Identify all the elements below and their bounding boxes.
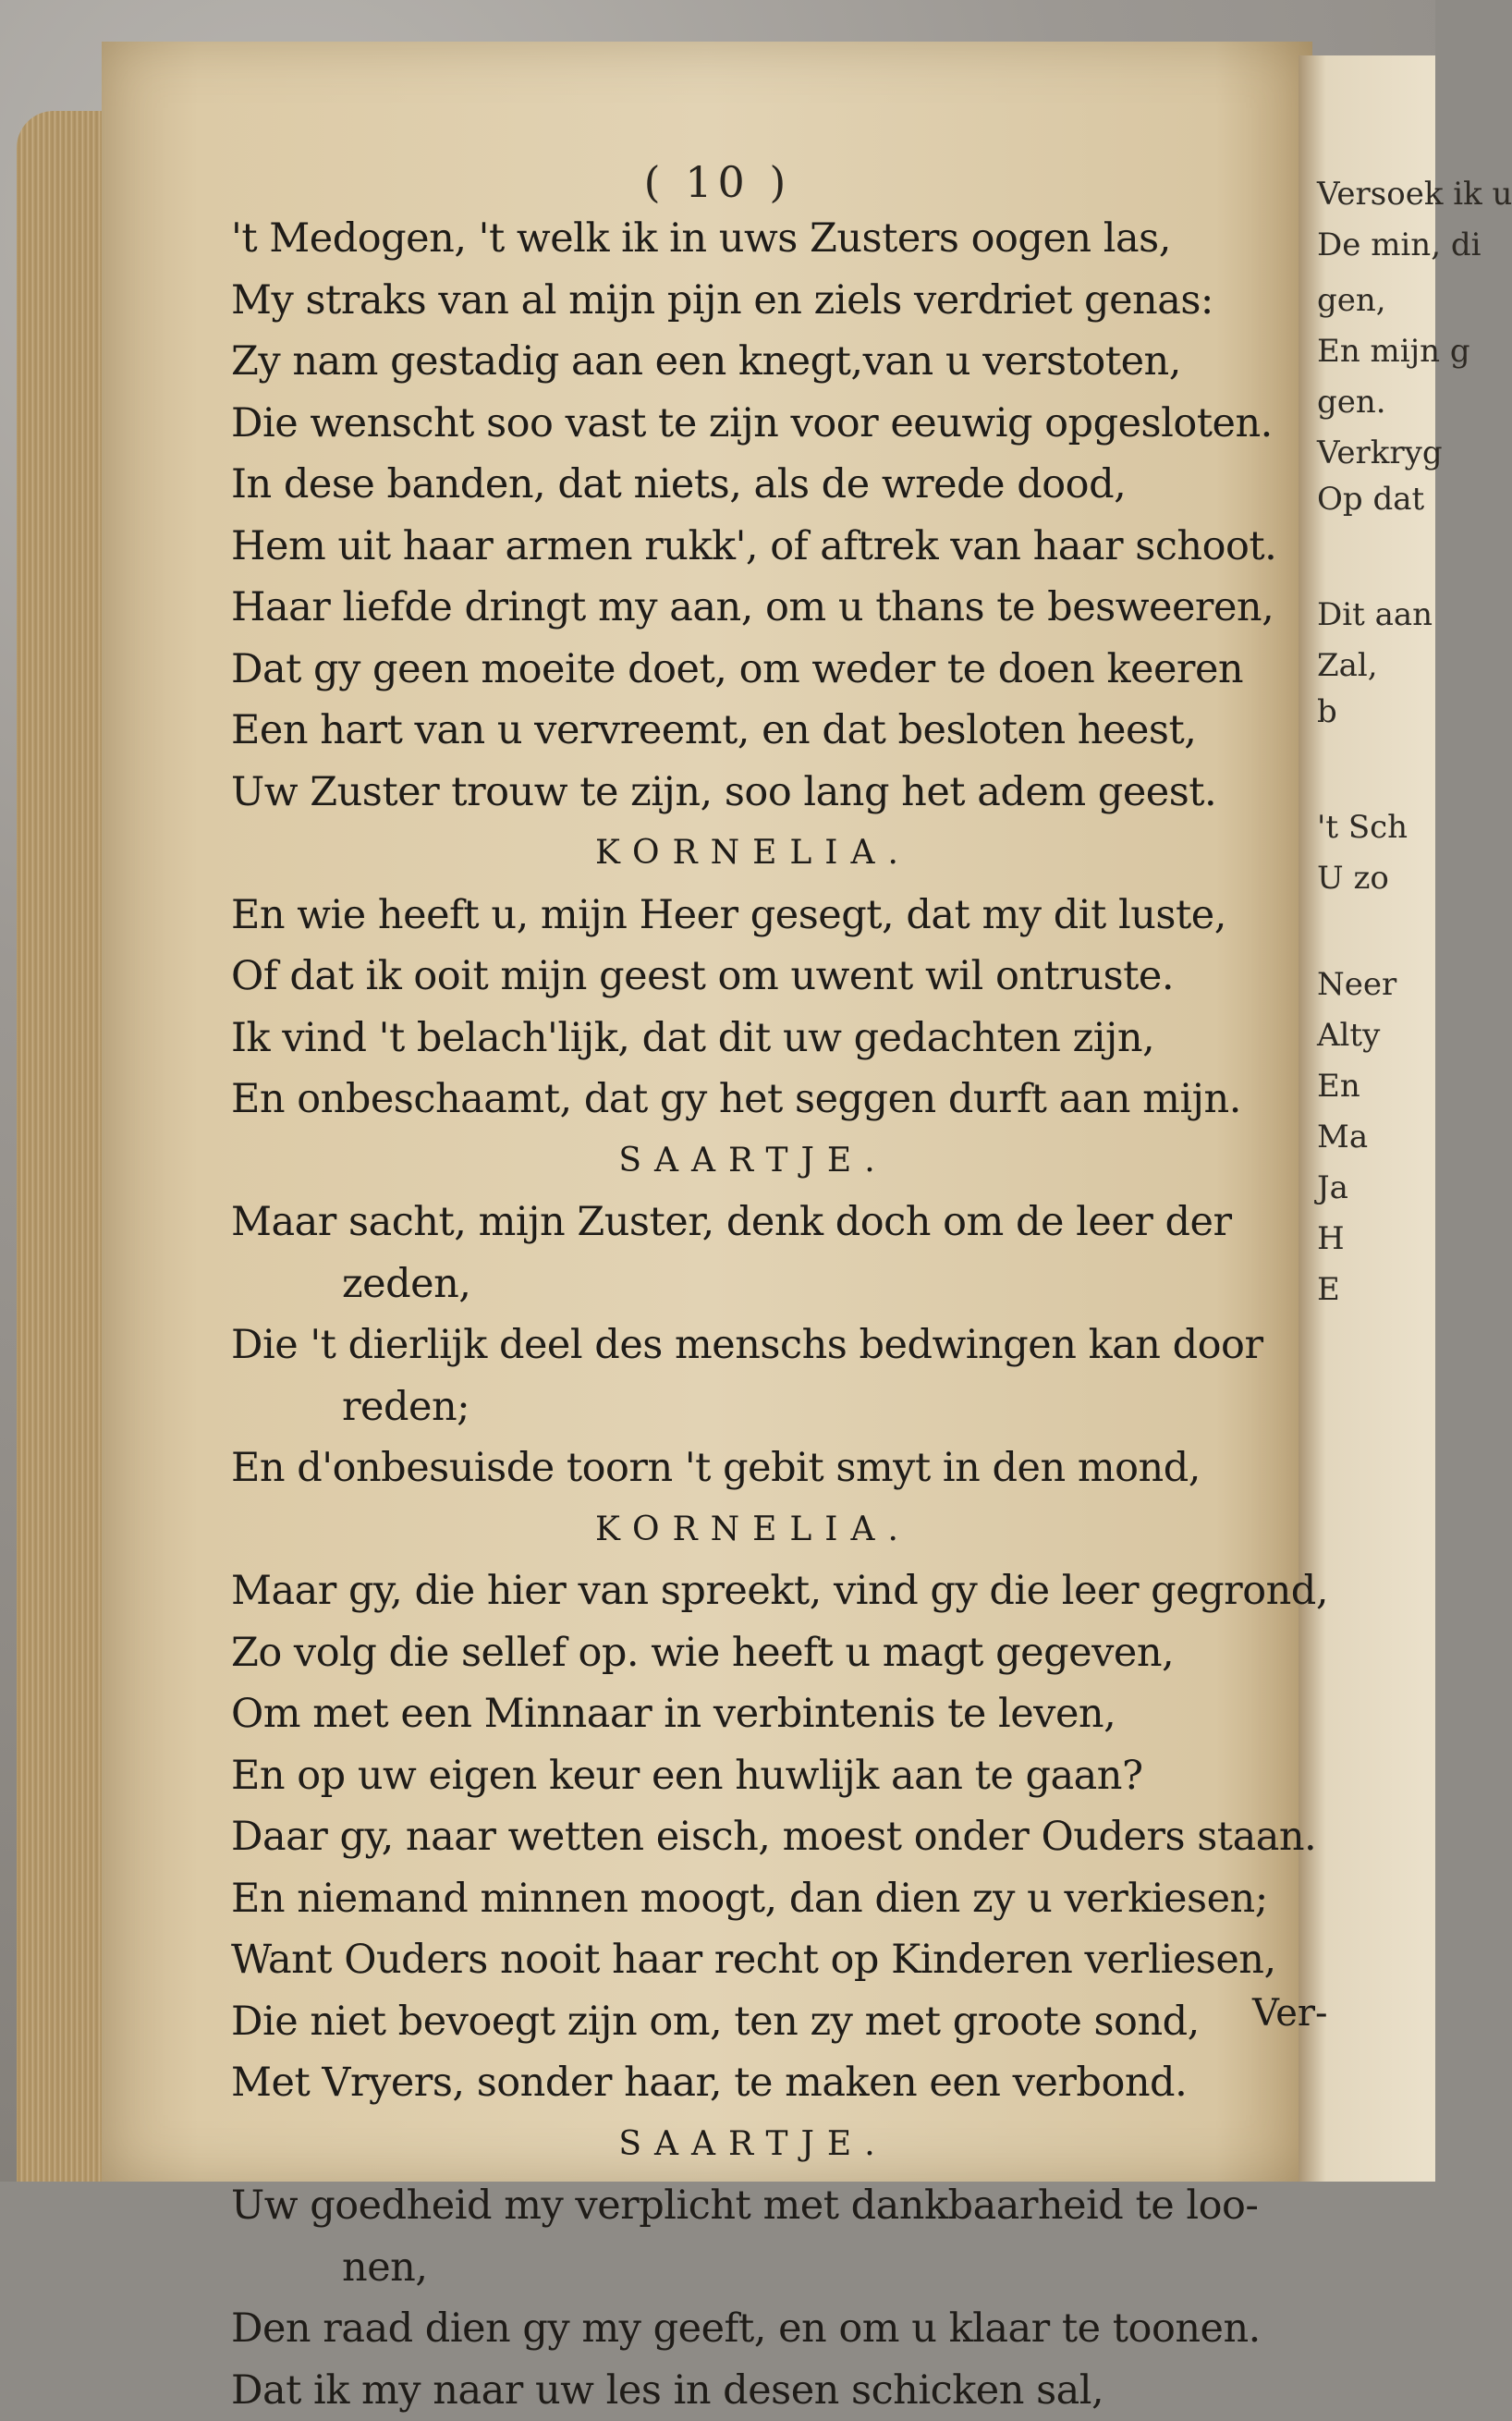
facing-page-fragment: En mijn g	[1317, 333, 1470, 370]
verse-line: Om met een Minnaar in verbintenis te leven,	[231, 1683, 1340, 1745]
verse-line: Maar sacht, mijn Zuster, denk doch om de leer der	[231, 1192, 1340, 1253]
speaker-name: KORNELIA.	[231, 1499, 1275, 1561]
facing-page-fragment: Op dat	[1317, 481, 1424, 518]
speaker-name: KORNELIA.	[231, 823, 1275, 885]
verse-line: Want Ouders nooit haar recht op Kinderen verliesen,	[231, 1929, 1340, 1991]
verse-line: En op uw eigen keur een huwlijk aan te gaan?	[231, 1745, 1340, 1807]
verse-line: Zo volg die sellef op. wie heeft u magt gegeven,	[231, 1622, 1340, 1684]
speaker-name: SAARTJE.	[231, 1131, 1275, 1192]
facing-page-fragment: U zo	[1317, 860, 1389, 897]
facing-page-fragment: Dit aan	[1317, 596, 1433, 633]
verse-line: Ik vind 't belach'lijk, dat dit uw gedachten zijn,	[231, 1008, 1340, 1070]
verse-line: Uw goedheid my verplicht met dankbaarheid te loo-	[231, 2175, 1340, 2237]
facing-page-fragment: 't Sch	[1317, 809, 1408, 846]
verse-line: 't Medogen, 't welk ik in uws Zusters oogen las,	[231, 208, 1340, 270]
verse-line-continuation: nen,	[231, 2237, 1340, 2299]
facing-page-fragment: Ja	[1317, 1169, 1348, 1206]
verse-line: Die wenscht soo vast te zijn voor eeuwig opgesloten.	[231, 393, 1340, 455]
page-number: ( 10 )	[0, 157, 1435, 207]
verse-line: Daar gy, naar wetten eisch, moest onder Ouders staan.	[231, 1806, 1340, 1868]
facing-page-fragment: gen.	[1317, 384, 1386, 421]
verse-line: Haar liefde dringt my aan, om u thans te besweeren,	[231, 577, 1340, 639]
facing-page-fragment: gen,	[1317, 282, 1386, 319]
speaker-name: SAARTJE.	[231, 2114, 1275, 2176]
verse-line: En onbeschaamt, dat gy het seggen durft aan mijn.	[231, 1069, 1340, 1131]
verse-line: Den raad dien gy my geeft, en om u klaar te toonen.	[231, 2298, 1340, 2360]
verse-line: Met Vryers, sonder haar, te maken een verbond.	[231, 2052, 1340, 2114]
facing-page-fragment: De min, di	[1317, 226, 1481, 263]
facing-page-fragment: Neer	[1317, 966, 1396, 1003]
facing-page-fragment: b	[1317, 693, 1337, 730]
facing-page-fragment: En	[1317, 1068, 1360, 1105]
verse-line: Dat gy geen moeite doet, om weder te doen keeren	[231, 639, 1340, 701]
verse-line: My straks van al mijn pijn en ziels verdriet genas:	[231, 270, 1340, 332]
verse-line: En niemand minnen moogt, dan dien zy u verkiesen;	[231, 1868, 1340, 1930]
verse-line-continuation: zeden,	[231, 1253, 1340, 1315]
verse-line: Maar gy, die hier van spreekt, vind gy die leer gegrond,	[231, 1560, 1340, 1622]
facing-page-fragment: Verkryg	[1317, 434, 1443, 471]
verse-line: Dat ik my naar uw les in desen schicken sal,	[231, 2360, 1340, 2421]
facing-page-fragment: Ma	[1317, 1119, 1368, 1155]
verse-line: En d'onbesuisde toorn 't gebit smyt in den mond,	[231, 1437, 1340, 1499]
verse-line: In dese banden, dat niets, als de wrede dood,	[231, 454, 1340, 516]
verse-line: En wie heeft u, mijn Heer gesegt, dat my dit luste,	[231, 885, 1340, 947]
verse-line: Of dat ik ooit mijn geest om uwent wil ontruste.	[231, 946, 1340, 1008]
facing-page-fragment: E	[1317, 1271, 1340, 1308]
verse-line: Een hart van u vervreemt, en dat besloten heest,	[231, 700, 1340, 762]
facing-page-fragment: Versoek ik u	[1317, 176, 1512, 213]
page-text	[231, 208, 1340, 2421]
catchword: Ver-	[1252, 1992, 1328, 2035]
verse-line-continuation: reden;	[231, 1376, 1340, 1438]
verse-line: Hem uit haar armen rukk', of aftrek van haar schoot.	[231, 516, 1340, 578]
facing-page-fragment: H	[1317, 1220, 1345, 1257]
verse-line: Die 't dierlijk deel des menschs bedwingen kan door	[231, 1314, 1340, 1376]
facing-page-fragment: Zal,	[1317, 647, 1378, 684]
verse-line: Uw Zuster trouw te zijn, soo lang het adem geest.	[231, 762, 1340, 824]
verse-line: Zy nam gestadig aan een knegt,van u verstoten,	[231, 331, 1340, 393]
verse-line: Die niet bevoegt zijn om, ten zy met groote sond,	[231, 1991, 1340, 2053]
facing-page-fragment: Alty	[1317, 1017, 1380, 1054]
